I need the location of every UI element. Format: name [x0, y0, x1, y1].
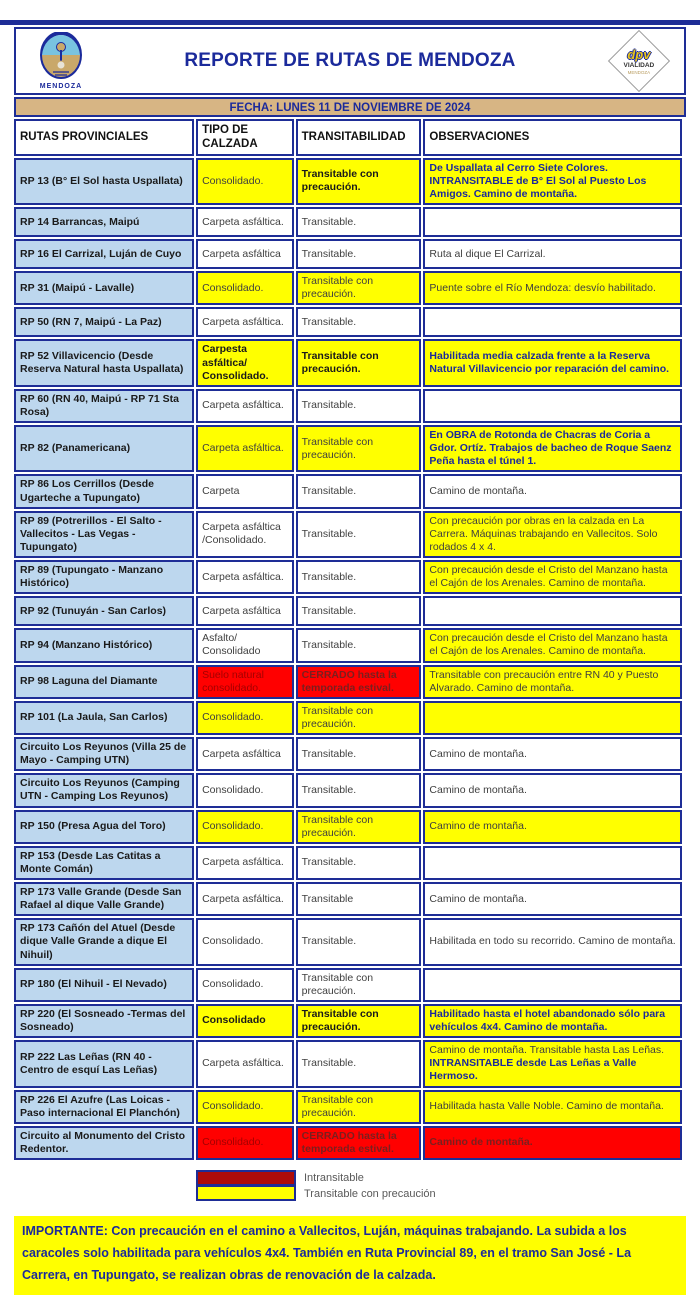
route-name-cell: RP 150 (Presa Agua del Toro): [14, 810, 194, 844]
transitability-cell-text: Transitable.: [301, 570, 357, 583]
table-row: [14, 511, 682, 558]
transitability-cell-text: CERRADO hasta la temporada estival.: [301, 668, 397, 694]
transitability-cell: [296, 1126, 422, 1160]
column-header: TRANSITABILIDAD: [296, 119, 422, 156]
route-name-cell: RP 220 (El Sosneado -Termas del Sosneado): [14, 1004, 194, 1038]
transitability-cell: [296, 665, 422, 699]
vialidad-logo: [604, 39, 674, 83]
transitability-cell-text: Transitable.: [301, 484, 357, 497]
transitability-cell: [296, 773, 422, 807]
observations-cell-text: Habilitada media calzada frente a la Reserva Natural Villavicencio por reparación del camino.: [429, 349, 670, 376]
table-header: [14, 119, 682, 156]
page-title: REPORTE DE RUTAS DE MENDOZA: [184, 50, 516, 71]
table-row: [14, 882, 682, 916]
calzada-cell-text: Carpeta asfáltica.: [202, 892, 284, 905]
transitability-cell: [296, 1004, 422, 1038]
table-row: [14, 918, 682, 965]
observations-cell: [423, 1004, 682, 1038]
observations-cell-text: Puente sobre el Río Mendoza: desvío habilitado.: [429, 281, 656, 294]
precaucion-swatch-icon: [196, 1185, 296, 1201]
transitability-cell: [296, 307, 422, 337]
table-row: [14, 665, 682, 699]
route-name-cell: RP 82 (Panamericana): [14, 425, 194, 472]
calzada-cell-text: Carpeta asfáltica: [202, 604, 281, 617]
observations-cell: [423, 737, 682, 771]
calzada-cell: [196, 307, 294, 337]
calzada-cell-text: Consolidado.: [202, 935, 264, 948]
calzada-cell-text: Consolidado.: [202, 783, 264, 796]
calzada-cell: [196, 628, 294, 662]
calzada-cell-text: Carpesta asfáltica/ Consolidado.: [202, 343, 269, 382]
route-name-cell: RP 222 Las Leñas (RN 40 - Centro de esquí Las Leñas): [14, 1040, 194, 1087]
route-name-cell: Circuito al Monumento del Cristo Redentor.: [14, 1126, 194, 1160]
table-row: [14, 158, 682, 205]
calzada-cell-text: Consolidado.: [202, 1136, 264, 1149]
transitability-cell-text: Transitable.: [301, 399, 357, 412]
table-row: [14, 1040, 682, 1087]
observations-cell: [423, 1040, 682, 1087]
intransitable-swatch-icon: [196, 1170, 296, 1186]
transitability-cell-text: Transitable.: [301, 856, 357, 869]
observations-cell: [423, 918, 682, 965]
mendoza-logo: [26, 32, 96, 90]
calzada-cell: [196, 596, 294, 626]
transitability-cell: [296, 560, 422, 594]
transitability-cell: [296, 389, 422, 423]
calzada-cell: [196, 389, 294, 423]
transitability-cell: [296, 271, 422, 305]
observations-cell-text: De Uspallata al Cerro Siete Colores. INTRANSITABLE de B° El Sol al Puesto Los Amigos. Camino de montaña.: [429, 161, 647, 200]
route-name-cell: Circuito Los Reyunos (Villa 25 de Mayo - Camping UTN): [14, 737, 194, 771]
observations-cell: [423, 701, 682, 735]
route-name-cell: RP 14 Barrancas, Maipú: [14, 207, 194, 237]
calzada-cell-text: Suelo natural consolidado.: [202, 668, 264, 694]
vialidad-diamond-icon: [608, 30, 670, 92]
calzada-cell: [196, 158, 294, 205]
legend: [196, 1170, 686, 1202]
table-row: [14, 389, 682, 423]
observations-cell: [423, 846, 682, 880]
route-name-cell: RP 52 Villavicencio (Desde Reserva Natural hasta Uspallata): [14, 339, 194, 386]
table-row: [14, 425, 682, 472]
calzada-cell: [196, 810, 294, 844]
route-name-cell: RP 98 Laguna del Diamante: [14, 665, 194, 699]
observations-cell: [423, 1090, 682, 1124]
transitability-cell-text: Transitable con precaución.: [301, 349, 379, 376]
transitability-cell: [296, 628, 422, 662]
calzada-cell-text: Consolidado: [202, 1014, 266, 1027]
observations-cell: [423, 665, 682, 699]
route-name-cell: RP 31 (Maipú - Lavalle): [14, 271, 194, 305]
route-name-cell: RP 86 Los Cerrillos (Desde Ugarteche a Tupungato): [14, 474, 194, 508]
observations-cell-text: Habilitada hasta Valle Noble. Camino de montaña.: [429, 1100, 664, 1113]
header-row: [14, 119, 682, 156]
table-row: [14, 271, 682, 305]
calzada-cell-text: Carpeta asfáltica.: [202, 570, 284, 583]
calzada-cell: [196, 918, 294, 965]
legend-item-intransitable: [196, 1170, 686, 1186]
route-name-cell: RP 60 (RN 40, Maipú - RP 71 Sta Rosa): [14, 389, 194, 423]
calzada-cell-text: Consolidado.: [202, 1100, 264, 1113]
transitability-cell-text: Transitable.: [301, 247, 357, 260]
mendoza-crest-icon: [39, 32, 83, 82]
route-name-cell: RP 92 (Tunuyán - San Carlos): [14, 596, 194, 626]
table-row: [14, 1090, 682, 1124]
transitability-cell-text: CERRADO hasta la temporada estival.: [301, 1129, 397, 1155]
transitability-cell-text: Transitable con precaución.: [301, 971, 374, 997]
route-name-cell: RP 89 (Tupungato - Manzano Histórico): [14, 560, 194, 594]
route-name-cell: RP 16 El Carrizal, Luján de Cuyo: [14, 239, 194, 269]
route-name-cell: Circuito Los Reyunos (Camping UTN - Camping Los Reyunos): [14, 773, 194, 807]
calzada-cell: [196, 511, 294, 558]
calzada-cell: [196, 1090, 294, 1124]
observations-cell: [423, 474, 682, 508]
calzada-cell: [196, 846, 294, 880]
route-name-cell: RP 180 (El Nihuil - El Nevado): [14, 968, 194, 1002]
legend-label: Transitable con precaución: [304, 1188, 436, 1200]
route-name-cell: RP 94 (Manzano Histórico): [14, 628, 194, 662]
table-row: [14, 560, 682, 594]
calzada-cell-text: Consolidado.: [202, 711, 264, 724]
table-row: [14, 1126, 682, 1160]
calzada-cell: [196, 773, 294, 807]
observations-cell-text: Camino de montaña.: [429, 747, 527, 760]
transitability-cell-text: Transitable con precaución.: [301, 704, 374, 730]
transitability-cell: [296, 158, 422, 205]
calzada-cell-text: Carpeta asfáltica: [202, 747, 281, 760]
observations-cell: [423, 425, 682, 472]
transitability-cell: [296, 918, 422, 965]
important-note: [14, 1216, 686, 1295]
observations-cell: [423, 511, 682, 558]
table-row: [14, 239, 682, 269]
observations-cell: [423, 596, 682, 626]
transitability-cell: [296, 1040, 422, 1087]
calzada-cell: [196, 339, 294, 386]
observations-cell-text: Con precaución desde el Cristo del Manzano hasta el Cajón de los Arenales. Camino de montaña.: [429, 632, 668, 658]
report-page: [0, 27, 700, 1295]
transitability-cell: [296, 511, 422, 558]
calzada-cell-text: Carpeta asfáltica.: [202, 315, 284, 328]
table-row: [14, 307, 682, 337]
calzada-cell: [196, 271, 294, 305]
calzada-cell: [196, 1004, 294, 1038]
calzada-cell: [196, 737, 294, 771]
table-row: [14, 737, 682, 771]
transitability-cell-text: Transitable.: [301, 747, 357, 760]
observations-cell-text: Transitable con precaución entre RN 40 y Puesto Alvarado. Camino de montaña.: [429, 668, 659, 694]
calzada-cell: [196, 207, 294, 237]
calzada-cell-text: Carpeta: [202, 484, 240, 497]
transitability-cell-text: Transitable.: [301, 935, 357, 948]
calzada-cell: [196, 1126, 294, 1160]
table-row: [14, 207, 682, 237]
route-name-cell: RP 89 (Potrerillos - El Salto - Vallecitos - Las Vegas -Tupungato): [14, 511, 194, 558]
calzada-cell-text: Consolidado.: [202, 281, 264, 294]
observations-cell-text: Camino de montaña.: [429, 484, 527, 497]
route-name-cell: RP 226 El Azufre (Las Loicas - Paso internacional El Planchón): [14, 1090, 194, 1124]
calzada-cell-text: Carpeta asfáltica.: [202, 442, 284, 455]
vialidad-sublabel: MENDOZA: [627, 68, 651, 74]
transitability-cell: [296, 474, 422, 508]
observations-cell-text: Camino de montaña.: [429, 820, 527, 833]
observations-cell: [423, 207, 682, 237]
observations-cell-text: Con precaución desde el Cristo del Manzano hasta el Cajón de los Arenales. Camino de montaña.: [429, 564, 668, 590]
observations-cell-text: Camino de montaña.: [429, 783, 527, 796]
calzada-cell: [196, 701, 294, 735]
observations-cell-text: Camino de montaña. Transitable hasta Las Leñas.: [429, 1044, 665, 1057]
table-row: [14, 1004, 682, 1038]
observations-cell-text: En OBRA de Rotonda de Chacras de Coria a Gdor. Ortíz. Trabajos de bacheo de Roque Saenz Peña hasta el túnel 1.: [429, 429, 672, 468]
observations-cell: [423, 1126, 682, 1160]
transitability-cell: [296, 239, 422, 269]
transitability-cell-text: Transitable.: [301, 527, 357, 540]
table-row: [14, 810, 682, 844]
calzada-cell-text: Carpeta asfáltica.: [202, 215, 284, 228]
top-divider: [0, 20, 700, 25]
transitability-cell-text: Transitable.: [301, 1057, 357, 1070]
important-note-label: IMPORTANTE:: [22, 1224, 108, 1238]
table-row: [14, 628, 682, 662]
calzada-cell: [196, 882, 294, 916]
transitability-cell-text: Transitable: [301, 892, 354, 905]
transitability-cell: [296, 737, 422, 771]
observations-cell: [423, 307, 682, 337]
observations-cell: [423, 773, 682, 807]
column-header: TIPO DE CALZADA: [196, 119, 294, 156]
transitability-cell-text: Transitable con precaución.: [301, 275, 374, 301]
calzada-cell-text: Consolidado.: [202, 820, 264, 833]
transitability-cell: [296, 339, 422, 386]
transitability-cell: [296, 207, 422, 237]
calzada-cell: [196, 239, 294, 269]
calzada-cell: [196, 474, 294, 508]
observations-cell-text: Camino de montaña.: [429, 1136, 533, 1149]
observations-cell: [423, 810, 682, 844]
calzada-cell: [196, 665, 294, 699]
table-row: [14, 701, 682, 735]
vialidad-label: VIALIDAD: [623, 61, 655, 69]
transitability-cell: [296, 1090, 422, 1124]
calzada-cell-text: Carpeta asfáltica.: [202, 1057, 284, 1070]
calzada-cell: [196, 560, 294, 594]
transitability-cell: [296, 596, 422, 626]
route-name-cell: RP 173 Valle Grande (Desde San Rafael al dique Valle Grande): [14, 882, 194, 916]
table-row: [14, 773, 682, 807]
transitability-cell: [296, 882, 422, 916]
column-header: OBSERVACIONES: [423, 119, 682, 156]
calzada-cell-text: Carpeta asfáltica /Consolidado.: [202, 521, 281, 547]
observations-cell: [423, 628, 682, 662]
dpv-brand: dpv: [627, 46, 651, 62]
calzada-cell: [196, 1040, 294, 1087]
observations-cell-text: Habilitado hasta el hotel abandonado sólo para vehículos 4x4. Camino de montaña.: [429, 1007, 666, 1033]
routes-tbody: [14, 158, 682, 1160]
route-name-cell: RP 173 Cañón del Atuel (Desde dique Valle Grande a dique El Nihuil): [14, 918, 194, 965]
calzada-cell-text: Consolidado.: [202, 174, 264, 187]
observations-cell-text-emphasis: INTRANSITABLE desde Las Leñas a Valle Hermoso.: [429, 1057, 637, 1083]
calzada-cell-text: Carpeta asfáltica.: [202, 856, 284, 869]
route-name-cell: RP 153 (Desde Las Catitas a Monte Comán): [14, 846, 194, 880]
calzada-cell-text: Asfalto/ Consolidado: [202, 632, 261, 658]
observations-cell: [423, 882, 682, 916]
transitability-cell-text: Transitable.: [301, 315, 357, 328]
table-row: [14, 846, 682, 880]
transitability-cell: [296, 701, 422, 735]
mendoza-logo-caption: MENDOZA: [39, 83, 83, 90]
transitability-cell-text: Transitable.: [301, 783, 357, 796]
observations-cell-text: Camino de montaña.: [429, 892, 527, 905]
table-row: [14, 968, 682, 1002]
transitability-cell: [296, 846, 422, 880]
route-name-cell: RP 13 (B° El Sol hasta Uspallata): [14, 158, 194, 205]
calzada-cell: [196, 968, 294, 1002]
important-note-text: Con precaución en el camino a Vallecitos, Luján, máquinas trabajando. La subida a los caracoles solo habilitada para vehículos 4x4. También en Ruta Provincial 89, en el tramo San José - La Carrera, en Tupungato, se realizan obras de renovación de la calzada.: [22, 1224, 632, 1282]
transitability-cell-text: Transitable.: [301, 638, 357, 651]
transitability-cell: [296, 425, 422, 472]
observations-cell: [423, 158, 682, 205]
report-header: [14, 27, 686, 95]
transitability-cell: [296, 810, 422, 844]
observations-cell: [423, 560, 682, 594]
date-bar: FECHA: LUNES 11 DE NOVIEMBRE DE 2024: [14, 97, 686, 117]
transitability-cell-text: Transitable.: [301, 604, 357, 617]
calzada-cell-text: Consolidado.: [202, 978, 264, 991]
transitability-cell-text: Transitable con precaución.: [301, 435, 374, 461]
table-row: [14, 339, 682, 386]
observations-cell: [423, 339, 682, 386]
observations-cell: [423, 968, 682, 1002]
transitability-cell: [296, 968, 422, 1002]
transitability-cell-text: Transitable con precaución.: [301, 1093, 374, 1119]
transitability-cell-text: Transitable con precaución.: [301, 168, 379, 194]
observations-cell: [423, 239, 682, 269]
observations-cell: [423, 271, 682, 305]
legend-label: Intransitable: [304, 1172, 364, 1184]
legend-item-precaucion: [196, 1186, 686, 1202]
routes-table: [12, 117, 684, 1162]
table-row: [14, 596, 682, 626]
observations-cell-text: Ruta al dique El Carrizal.: [429, 247, 546, 260]
calzada-cell-text: Carpeta asfáltica: [202, 247, 281, 260]
route-name-cell: RP 50 (RN 7, Maipú - La Paz): [14, 307, 194, 337]
column-header: RUTAS PROVINCIALES: [14, 119, 194, 156]
transitability-cell-text: Transitable con precaución.: [301, 1007, 379, 1033]
observations-cell-text: Habilitada en todo su recorrido. Camino de montaña.: [429, 935, 676, 948]
observations-cell-text: Con precaución por obras en la calzada en La Carrera. Máquinas trabajando en Vallecitos. Solo rodados 4 x 4.: [429, 514, 658, 553]
calzada-cell-text: Carpeta asfáltica.: [202, 399, 284, 412]
transitability-cell-text: Transitable con precaución.: [301, 813, 374, 839]
transitability-cell-text: Transitable.: [301, 215, 357, 228]
route-name-cell: RP 101 (La Jaula, San Carlos): [14, 701, 194, 735]
table-row: [14, 474, 682, 508]
observations-cell: [423, 389, 682, 423]
calzada-cell: [196, 425, 294, 472]
